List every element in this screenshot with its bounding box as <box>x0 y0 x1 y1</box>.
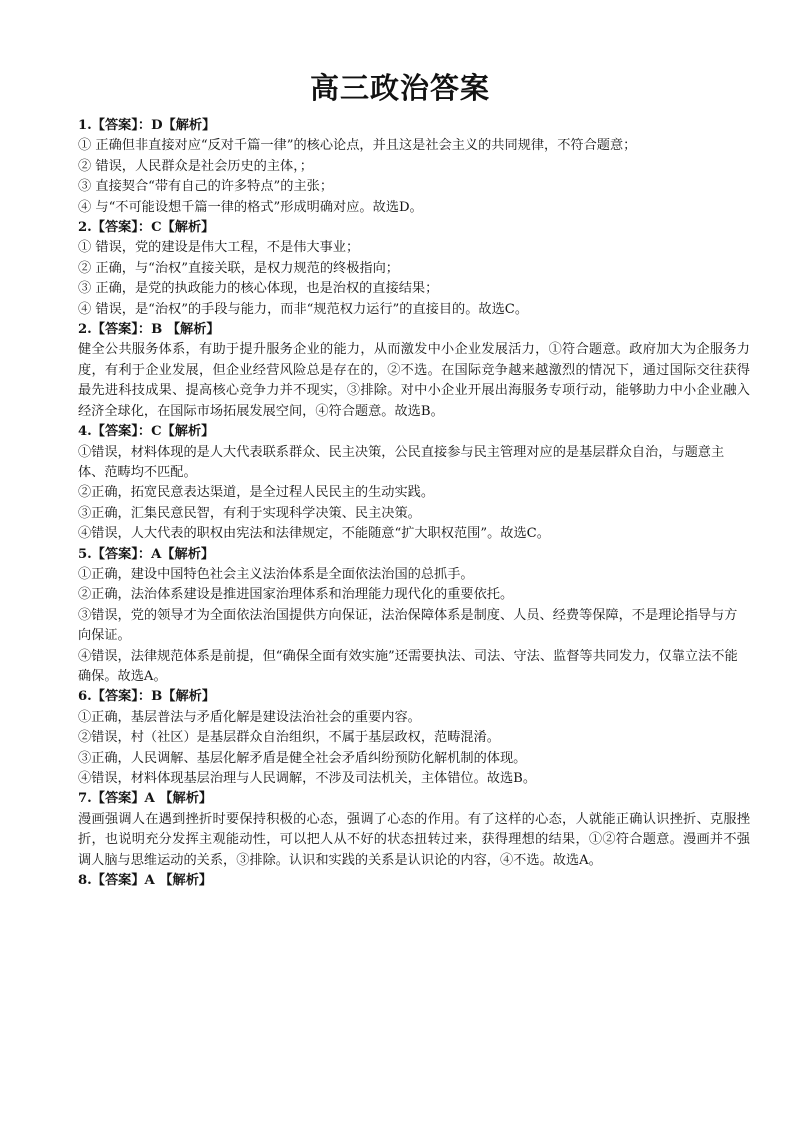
analysis-line: ①正确，建设中国特色社会主义法治体系是全面依法治国的总抓手。 <box>78 566 474 582</box>
analysis-line: ③ 直接契合“带有自己的许多特点”的主张； <box>78 179 334 195</box>
analysis-line: ③正确，人民调解、基层化解矛盾是健全社会矛盾纠纷预防化解机制的体现。 <box>78 750 527 766</box>
analysis-line: ③正确，汇集民意民智，有利于实现科学决策、民主决策。 <box>78 505 421 521</box>
question-block <box>78 218 750 320</box>
question-block <box>78 320 750 422</box>
question-header: 8.【答案】A 【解析】 <box>78 873 213 889</box>
analysis-line: ②正确，拓宽民意表达渠道，是全过程人民民主的生动实践。 <box>78 485 435 501</box>
question-block <box>78 545 750 688</box>
question-header: 2.【答案】：C【解析】 <box>78 220 215 236</box>
question-header: 4.【答案】：C【解析】 <box>78 424 215 440</box>
analysis-line: ④ 错误，是“治权”的手段与能力，而非“规范权力运行”的直接目的。故选C。 <box>78 301 529 317</box>
analysis-paragraph: 漫画强调人在遇到挫折时要保持积极的心态，强调了心态的作用。有了这样的心态，人就能正确认识挫折、克服挫折，也说明充分发挥主观能动性，可以把人从不好的状态扭转过来，获得理想的结果，①②符合题意。漫画并不强调人脑与思维运动的关系，③排除。认识和实践的关系是认识论的内容，④不选。故选A。 <box>78 811 750 868</box>
question-block <box>78 116 750 218</box>
analysis-line: ② 正确，与“治权”直接关联，是权力规范的终极指向； <box>78 260 399 276</box>
question-block <box>78 789 750 871</box>
analysis-line: ④错误，材料体现基层治理与人民调解，不涉及司法机关，主体错位。故选B。 <box>78 771 537 786</box>
question-block <box>78 871 750 891</box>
answer-content <box>78 116 750 891</box>
analysis-line: ②正确，法治体系建设是推进国家治理体系和治理能力现代化的重要依托。 <box>78 587 514 603</box>
analysis-line: ①正确，基层普法与矛盾化解是建设法治社会的重要内容。 <box>78 709 421 725</box>
analysis-line: ②错误，村（社区）是基层群众自治组织，不属于基层政权，范畴混淆。 <box>78 730 500 746</box>
question-header: 7.【答案】A 【解析】 <box>78 791 213 807</box>
question-block <box>78 422 750 544</box>
analysis-line: ④ 与“不可能设想千篇一律的格式”形成明确对应。故选D。 <box>78 199 423 215</box>
question-header: 6.【答案】：B【解析】 <box>78 689 215 705</box>
analysis-line: ③ 正确，是党的执政能力的核心体现，也是治权的直接结果； <box>78 281 439 297</box>
analysis-line: ① 错误，党的建设是伟大工程，不是伟大事业； <box>78 240 360 256</box>
analysis-line: ④错误，法律规范体系是前提，但“确保全面有效实施”还需要执法、司法、守法、监督等共同发力，仅靠立法不能确保。故选A。 <box>78 648 738 684</box>
analysis-line: ① 正确但非直接对应“反对千篇一律”的核心论点，并且这是社会主义的共同规律，不符合题意； <box>78 138 637 154</box>
question-header: 5.【答案】：A【解析】 <box>78 546 215 562</box>
question-header: 2.【答案】：B 【解析】 <box>78 322 220 338</box>
analysis-line: ①错误，材料体现的是人大代表联系群众、民主决策，公民直接参与民主管理对应的是基层群众自治，与题意主体、范畴均不匹配。 <box>78 444 725 480</box>
analysis-line: ④错误，人大代表的职权由宪法和法律规定，不能随意“扩大职权范围”。故选C。 <box>78 526 550 542</box>
analysis-line: ③错误，党的领导才为全面依法治国提供方向保证，法治保障体系是制度、人员、经费等保障，不是理论指导与方向保证。 <box>78 607 738 644</box>
analysis-paragraph: 健全公共服务体系，有助于提升服务企业的能力，从而激发中小企业发展活力，①符合题意。政府加大为企服务力度，有利于企业发展，但企业经营风险总是存在的，②不选。在国际竞争越来越激烈的情况下，通过国际交往获得最先进科技成果、提高核心竞争力并不现实，③排除。对中小企业开展出海服务专项行动，能够助力中小企业融入经济全球化，在国际市场拓展发展空间，④符合题意。故选B。 <box>78 342 750 419</box>
analysis-line: ② 错误，人民群众是社会历史的主体，； <box>78 158 313 174</box>
question-block <box>78 687 750 789</box>
page-title: 高三政治答案 <box>309 71 490 105</box>
question-header: 1.【答案】：D【解析】 <box>78 118 216 133</box>
